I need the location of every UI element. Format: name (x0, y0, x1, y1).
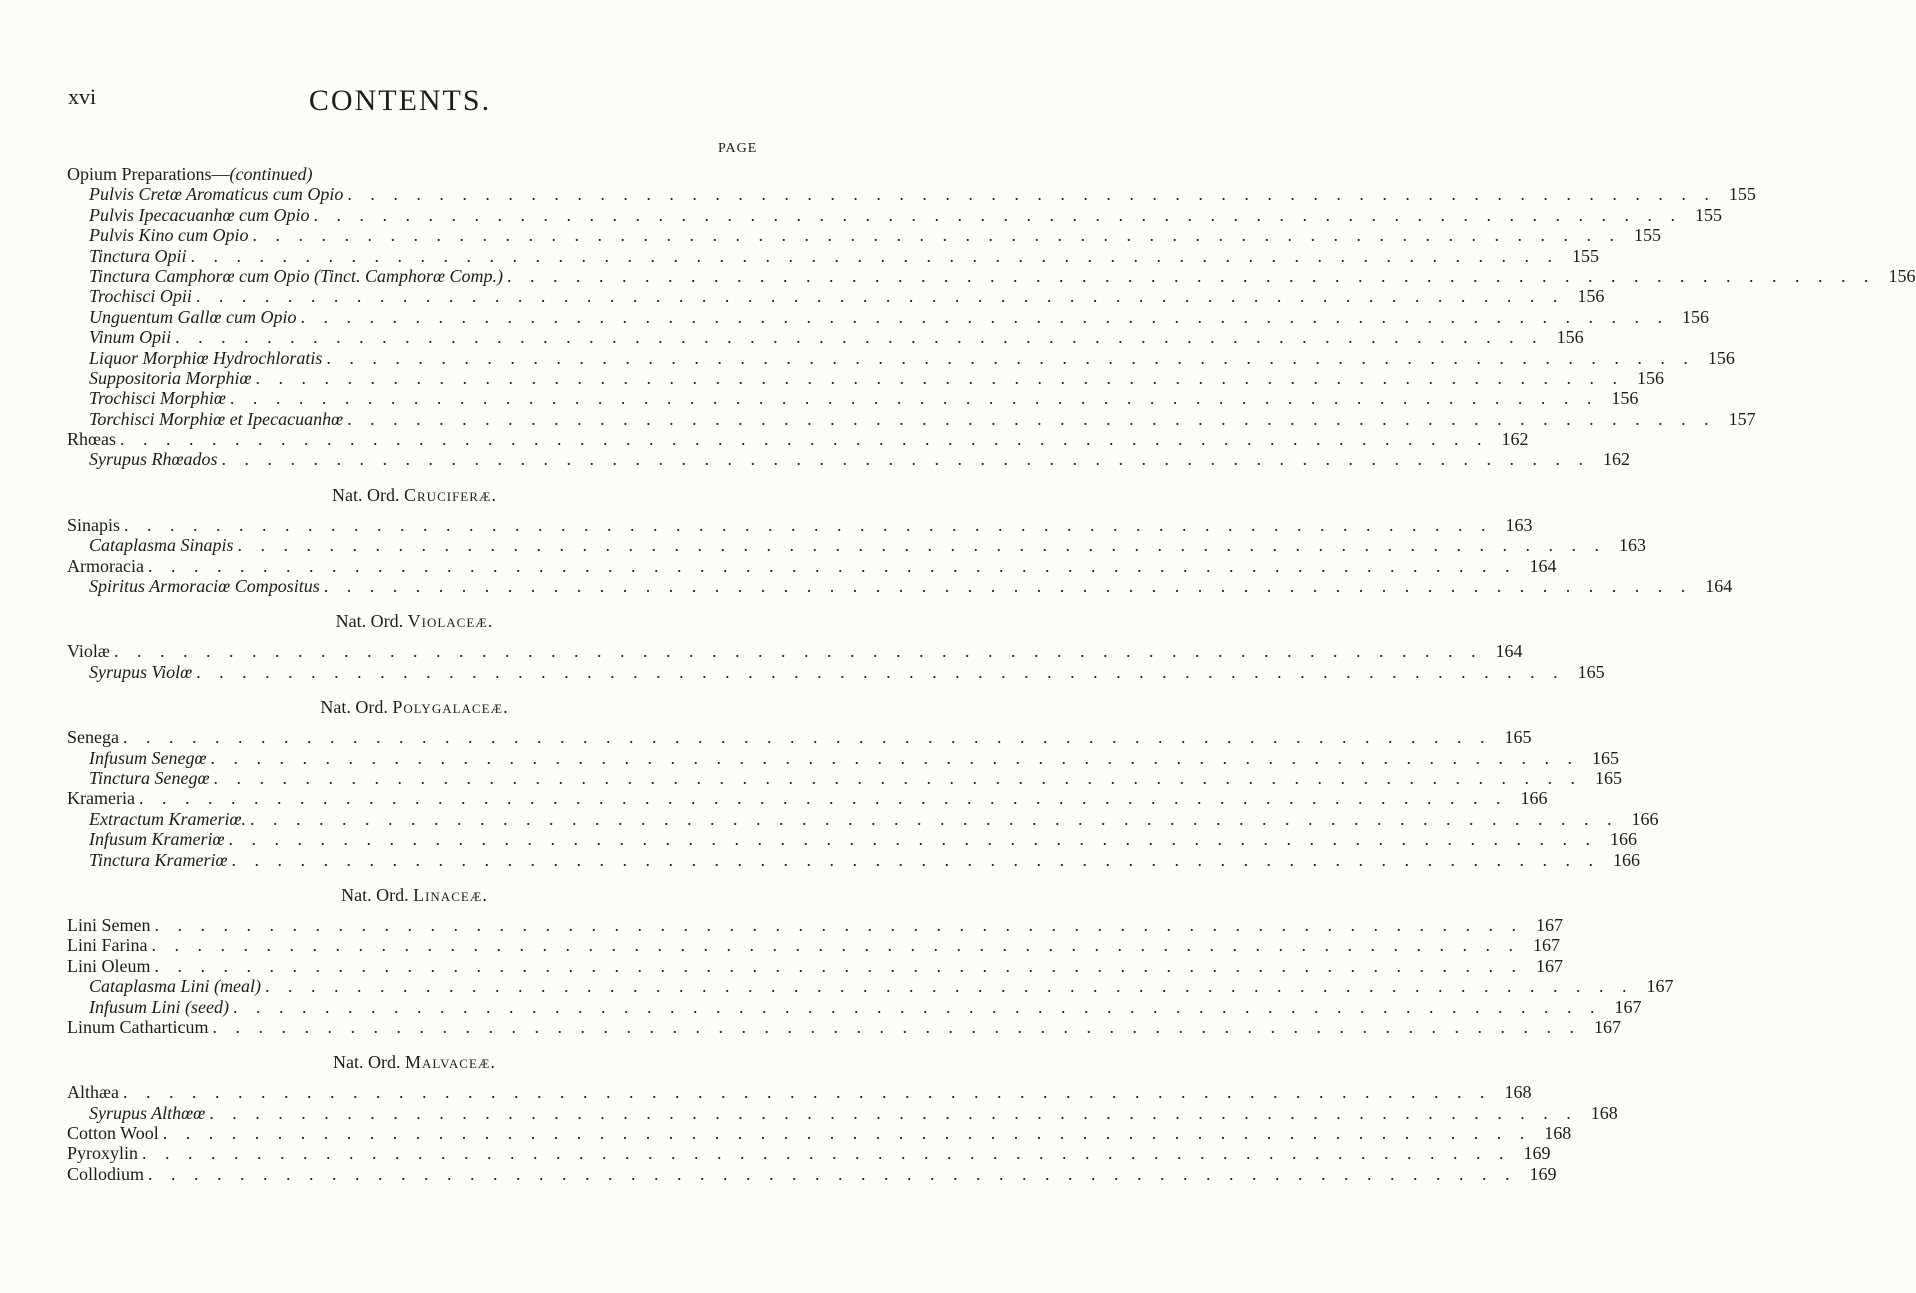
section-order-name: Violaceæ. (407, 611, 494, 632)
dot-leader: . . . . . . . . . . . . . . . . . . . . . . . . . . . . . . . . . . . . . . . . . . . . . . . . . . . . . . . . . . . . (250, 808, 1619, 829)
entry-page-number: 167 (1536, 914, 1563, 935)
entry-page-number: 155 (1634, 225, 1661, 246)
toc-entry-tinctura-camphor-cum-opio-tinct-camphor-comp (67, 265, 1916, 286)
dot-leader: . . . . . . . . . . . . . . . . . . . . . . . . . . . . . . . . . . . . . . . . . . . . . . . . . . . . . . . . . . . . (231, 849, 1601, 870)
dot-leader: . . . . . . . . . . . . . . . . . . . . . . . . . . . . . . . . . . . . . . . . . . . . . . . . . . . . . . . . . . . . (221, 449, 1591, 470)
toc-entry-pulvis-kino-cum-opio (67, 225, 1661, 246)
entry-title: Syrupus Violœ (89, 661, 193, 682)
toc-entry-torchisci-morphi-et-ipecacuanh (67, 408, 1756, 429)
entry-page-number: 167 (1532, 935, 1560, 956)
section-heading (67, 883, 762, 908)
section-order-name: Linaceæ. (413, 884, 488, 905)
entry-page-number: 162 (1603, 449, 1631, 470)
entry-title: Spiritus Armoraciœ Compositus (89, 576, 320, 597)
section-prefix: Nat. Ord. (332, 484, 400, 505)
entry-title: Infusum Krameriœ (89, 829, 225, 850)
entry-title: Pyroxylin (67, 1143, 139, 1164)
page-number: xvi (68, 84, 97, 109)
entry-page-number: 167 (1614, 996, 1642, 1017)
toc-entry-syrupus-alth (67, 1102, 1618, 1123)
dot-leader: . . . . . . . . . . . . . . . . . . . . . . . . . . . . . . . . . . . . . . . . . . . . . . . . . . . . . . . . . . . . (300, 306, 1669, 327)
dot-leader: . . . . . . . . . . . . . . . . . . . . . . . . . . . . . . . . . . . . . . . . . . . . . . . . . . . . . . . . . . . . (347, 408, 1716, 429)
section-malvace (67, 1050, 1618, 1184)
entry-page-number: 164 (1495, 641, 1523, 662)
section-order-name: Malvaceæ. (405, 1052, 496, 1073)
toc-entry-lini-semen (67, 914, 1563, 935)
toc-entry-extractum-krameri (67, 808, 1659, 829)
entry-title: Linum Catharticum (67, 1016, 209, 1037)
entry-page-number: 155 (1694, 204, 1722, 225)
section-heading (67, 1050, 762, 1075)
entry-page-number: 165 (1504, 727, 1532, 748)
entry-title: Lini Oleum (67, 955, 151, 976)
dot-leader: . . . . . . . . . . . . . . . . . . . . . . . . . . . . . . . . . . . . . . . . . . . . . . . . . . . . . . . . . . . . (213, 767, 1582, 788)
toc-entry-trochisci-opii (67, 286, 1605, 307)
toc-entry-liquor-morphi-hydrochloratis (67, 347, 1735, 368)
dot-leader: . . . . . . . . . . . . . . . . . . . . . . . . . . . . . . . . . . . . . . . . . . . . . . . . . . . . . . . . . . . . (151, 935, 1520, 956)
section-prefix: Nat. Ord. (341, 884, 409, 905)
entry-page-number: 168 (1544, 1123, 1572, 1144)
toc-entry-pulvis-ipecacuanh-cum-opio (67, 204, 1722, 225)
dot-leader: . . . . . . . . . . . . . . . . . . . . . . . . . . . . . . . . . . . . . . . . . . . . . . . . . . . . . . . . . . . . (154, 914, 1523, 935)
entry-title: Cataplasma Lini (meal) (89, 976, 262, 997)
section-polygalace (67, 695, 1659, 870)
entry-title: Infusum Senegœ (89, 747, 207, 768)
toc-entry-cataplasma-lini-meal (67, 976, 1674, 997)
entry-title: Trochisci Morphiœ (89, 388, 226, 409)
entry-title: Torchisci Morphiœ et Ipecacuanhœ (89, 408, 344, 429)
dot-leader: . . . . . . . . . . . . . . . . . . . . . . . . . . . . . . . . . . . . . . . . . . . . . . . . . . . . . . . . . . . . (323, 576, 1693, 597)
entry-title: Trochisci Opii (89, 286, 192, 307)
dot-leader: . . . . . . . . . . . . . . . . . . . . . . . . . . . . . . . . . . . . . . . . . . . . . . . . . . . . . . . . . . . . (147, 555, 1517, 576)
entry-page-number: 169 (1529, 1163, 1557, 1184)
toc-entry-infusum-seneg (67, 747, 1619, 768)
entry-title: Lini Semen (67, 914, 151, 935)
section-heading (67, 609, 762, 634)
entry-page-number: 156 (1556, 327, 1584, 348)
toc-entry-cotton-wool (67, 1123, 1572, 1144)
entry-title: Violæ (67, 641, 110, 662)
entry-page-number: 164 (1705, 576, 1733, 597)
toc-entry-pyroxylin (67, 1143, 1551, 1164)
entry-page-number: 166 (1613, 849, 1641, 870)
toc-entry-lini-oleum (67, 955, 1563, 976)
section-heading (67, 483, 762, 508)
toc-entry-collodium (67, 1163, 1557, 1184)
entry-title: Althæa (67, 1082, 119, 1103)
entry-title: Pulvis Cretœ Aromaticus cum Opio (89, 184, 344, 205)
toc-entry-pulvis-cret-aromaticus-cum-opio (67, 184, 1756, 205)
dot-leader: . . . . . . . . . . . . . . . . . . . . . . . . . . . . . . . . . . . . . . . . . . . . . . . . . . . . . . . . . . . . (120, 429, 1489, 450)
dot-leader: . . . . . . . . . . . . . . . . . . . . . . . . . . . . . . . . . . . . . . . . . . . . . . . . . . . . . . . . . . . . (122, 727, 1492, 748)
dot-leader: . . . . . . . . . . . . . . . . . . . . . . . . . . . . . . . . . . . . . . . . . . . . . . . . . . . . . . . . . . . . (255, 367, 1625, 388)
toc-entry-armoracia (67, 555, 1557, 576)
entry-page-number: 164 (1529, 555, 1557, 576)
entry-title: Extractum Krameriœ. (89, 808, 246, 829)
entry-title: Krameria (67, 788, 135, 809)
entry-page-number: 156 (1577, 286, 1605, 307)
dot-leader: . . . . . . . . . . . . . . . . . . . . . . . . . . . . . . . . . . . . . . . . . . . . . . . . . . . . . . . . . . . . (138, 788, 1508, 809)
entry-page-number: 166 (1520, 788, 1548, 809)
entry-title: Vinum Opii (89, 327, 172, 348)
dot-leader: . . . . . . . . . . . . . . . . . . . . . . . . . . . . . . . . . . . . . . . . . . . . . . . . . . . . . . . . . . . . (232, 996, 1602, 1017)
entry-title: Lini Farina (67, 935, 148, 956)
entry-page-number: 166 (1610, 829, 1638, 850)
toc-entry-krameria (67, 788, 1548, 809)
dot-leader: . . . . . . . . . . . . . . . . . . . . . . . . . . . . . . . . . . . . . . . . . . . . . . . . . . . . . . . . . . . . (209, 1102, 1578, 1123)
entry-title: Infusum Lini (seed) (89, 996, 229, 1017)
dot-leader: . . . . . . . . . . . . . . . . . . . . . . . . . . . . . . . . . . . . . . . . . . . . . . . . . . . . . . . . . . . . (124, 514, 1493, 535)
dot-leader: . . . . . . . . . . . . . . . . . . . . . . . . . . . . . . . . . . . . . . . . . . . . . . . . . . . . . . . . . . . . (190, 245, 1560, 266)
dot-leader: . . . . . . . . . . . . . . . . . . . . . . . . . . . . . . . . . . . . . . . . . . . . . . . . . . . . . . . . . . . . (347, 184, 1716, 205)
entry-page-number: 167 (1536, 955, 1563, 976)
entry-title: Tinctura Krameriœ (89, 849, 228, 870)
section-heading (67, 695, 762, 720)
dot-leader: . . . . . . . . . . . . . . . . . . . . . . . . . . . . . . . . . . . . . . . . . . . . . . . . . . . . . . . . . . . . (195, 286, 1565, 307)
entry-page-number: 168 (1504, 1082, 1532, 1103)
dot-leader: . . . . . . . . . . . . . . . . . . . . . . . . . . . . . . . . . . . . . . . . . . . . . . . . . . . . . . . . . . . . (210, 747, 1579, 768)
toc-entry-infusum-krameri (67, 829, 1638, 850)
entry-page-number: 166 (1631, 808, 1659, 829)
entry-page-number: 156 (1888, 265, 1916, 286)
toc-entry-suppositoria-morphi (67, 367, 1665, 388)
entry-title: Senega (67, 727, 119, 748)
entry-title: Armoracia (67, 555, 144, 576)
toc-entry-tinctura-seneg (67, 767, 1622, 788)
dot-leader: . . . . . . . . . . . . . . . . . . . . . . . . . . . . . . . . . . . . . . . . . . . . . . . . . . . . . . . . . . . . (196, 661, 1565, 682)
entry-title: Cotton Wool (67, 1123, 159, 1144)
entry-page-number: 167 (1593, 1016, 1621, 1037)
toc-entry-rh-as (67, 429, 1529, 450)
dot-leader: . . . . . . . . . . . . . . . . . . . . . . . . . . . . . . . . . . . . . . . . . . . . . . . . . . . . . . . . . . . . (123, 1082, 1492, 1103)
entry-title: Suppositoria Morphiœ (89, 367, 252, 388)
entry-title: Cataplasma Sinapis (89, 535, 234, 556)
dot-leader: . . . . . . . . . . . . . . . . . . . . . . . . . . . . . . . . . . . . . . . . . . . . . . . . . . . . . . . . . . . . (507, 265, 1876, 286)
dot-leader: . . . . . . . . . . . . . . . . . . . . . . . . . . . . . . . . . . . . . . . . . . . . . . . . . . . . . . . . . . . . (252, 225, 1621, 246)
dot-leader: . . . . . . . . . . . . . . . . . . . . . . . . . . . . . . . . . . . . . . . . . . . . . . . . . . . . . . . . . . . . (148, 1163, 1517, 1184)
toc-entry-spiritus-armoraci-compositus (67, 576, 1733, 597)
entry-title: Pulvis Kino cum Opio (89, 225, 249, 246)
section-linace (67, 883, 1674, 1037)
dot-leader: . . . . . . . . . . . . . . . . . . . . . . . . . . . . . . . . . . . . . . . . . . . . . . . . . . . . . . . . . . . . (229, 388, 1599, 409)
sections (67, 483, 1733, 1184)
toc-entry-unguentum-gall-cum-opio (67, 306, 1709, 327)
toc-entry-infusum-lini-seed (67, 996, 1642, 1017)
entry-page-number: 165 (1577, 661, 1605, 682)
entry-title: Pulvis Ipecacuanhœ cum Opio (89, 204, 310, 225)
toc-entry-syrupus-rh-ados (67, 449, 1631, 470)
entry-page-number: 167 (1646, 976, 1674, 997)
entry-title: Liquor Morphiœ Hydrochloratis (89, 347, 323, 368)
entry-page-number: 155 (1572, 245, 1600, 266)
entry-page-number: 156 (1637, 367, 1665, 388)
dot-leader: . . . . . . . . . . . . . . . . . . . . . . . . . . . . . . . . . . . . . . . . . . . . . . . . . . . . . . . . . . . . (212, 1016, 1581, 1037)
section-crucifer (67, 483, 1733, 597)
entry-page-number: 156 (1611, 388, 1639, 409)
entry-title: Sinapis (67, 514, 121, 535)
toc-entry-syrupus-viol (67, 661, 1605, 682)
entry-title: Rhœas (67, 429, 116, 450)
entry-page-number: 169 (1523, 1143, 1551, 1164)
page-column-label: PAGE (718, 141, 758, 156)
entry-page-number: 156 (1681, 306, 1709, 327)
entry-title: Syrupus Rhœados (89, 449, 218, 470)
dot-leader: . . . . . . . . . . . . . . . . . . . . . . . . . . . . . . . . . . . . . . . . . . . . . . . . . . . . . . . . . . . . (162, 1123, 1532, 1144)
group-heading (67, 164, 762, 184)
toc-entry-trochisci-morphi (67, 388, 1639, 409)
toc-entry-alth-a (67, 1082, 1532, 1103)
entry-page-number: 163 (1619, 535, 1647, 556)
entry-page-number: 155 (1728, 184, 1756, 205)
section-order-name: Polygalaceæ. (392, 697, 509, 718)
toc-entry-vinum-opii (67, 327, 1584, 348)
first-group-entries (67, 184, 1916, 470)
continued-note: (continued) (229, 164, 313, 184)
entry-title: Tinctura Opii (89, 245, 187, 266)
entry-title: Unguentum Gallœ cum Opio (89, 306, 297, 327)
section-violace (67, 609, 1605, 682)
dot-leader: . . . . . . . . . . . . . . . . . . . . . . . . . . . . . . . . . . . . . . . . . . . . . . . . . . . . . . . . . . . . (313, 204, 1682, 225)
entry-title: Tinctura Camphorœ cum Opio (Tinct. Camphorœ Comp.) (89, 265, 504, 286)
dot-leader: . . . . . . . . . . . . . . . . . . . . . . . . . . . . . . . . . . . . . . . . . . . . . . . . . . . . . . . . . . . . (154, 955, 1523, 976)
toc-entry-viol (67, 641, 1523, 662)
group-heading-text: Opium Preparations— (67, 164, 230, 184)
entry-title: Collodium (67, 1163, 145, 1184)
toc-entry-lini-farina (67, 935, 1560, 956)
entry-page-number: 165 (1595, 767, 1622, 788)
dot-leader: . . . . . . . . . . . . . . . . . . . . . . . . . . . . . . . . . . . . . . . . . . . . . . . . . . . . . . . . . . . . (142, 1143, 1511, 1164)
dot-leader: . . . . . . . . . . . . . . . . . . . . . . . . . . . . . . . . . . . . . . . . . . . . . . . . . . . . . . . . . . . . (175, 327, 1544, 348)
toc-entry-tinctura-opii (67, 245, 1600, 266)
entry-title: Tinctura Senegœ (89, 767, 210, 788)
toc-entry-senega (67, 727, 1532, 748)
section-order-name: Cruciferæ. (404, 484, 497, 505)
section-prefix: Nat. Ord. (320, 697, 388, 718)
section-prefix: Nat. Ord. (335, 611, 404, 632)
entry-page-number: 163 (1505, 514, 1533, 535)
dot-leader: . . . . . . . . . . . . . . . . . . . . . . . . . . . . . . . . . . . . . . . . . . . . . . . . . . . . . . . . . . . . (113, 641, 1483, 662)
entry-title: Syrupus Althœœ (89, 1102, 206, 1123)
toc-entry-sinapis (67, 514, 1533, 535)
entry-page-number: 168 (1590, 1102, 1618, 1123)
dot-leader: . . . . . . . . . . . . . . . . . . . . . . . . . . . . . . . . . . . . . . . . . . . . . . . . . . . . . . . . . . . . (265, 976, 1634, 997)
dot-leader: . . . . . . . . . . . . . . . . . . . . . . . . . . . . . . . . . . . . . . . . . . . . . . . . . . . . . . . . . . . . (228, 829, 1598, 850)
page-header (0, 84, 800, 124)
toc-entry-linum-catharticum (67, 1016, 1621, 1037)
entry-page-number: 162 (1501, 429, 1529, 450)
entry-page-number: 165 (1591, 747, 1619, 768)
contents-list (67, 164, 1916, 1184)
toc-entry-cataplasma-sinapis (67, 535, 1647, 556)
entry-page-number: 156 (1707, 347, 1735, 368)
toc-entry-tinctura-krameri (67, 849, 1641, 870)
dot-leader: . . . . . . . . . . . . . . . . . . . . . . . . . . . . . . . . . . . . . . . . . . . . . . . . . . . . . . . . . . . . (326, 347, 1695, 368)
section-prefix: Nat. Ord. (333, 1052, 401, 1073)
running-title: CONTENTS. (308, 84, 492, 117)
dot-leader: . . . . . . . . . . . . . . . . . . . . . . . . . . . . . . . . . . . . . . . . . . . . . . . . . . . . . . . . . . . . (237, 535, 1607, 556)
entry-page-number: 157 (1728, 408, 1756, 429)
